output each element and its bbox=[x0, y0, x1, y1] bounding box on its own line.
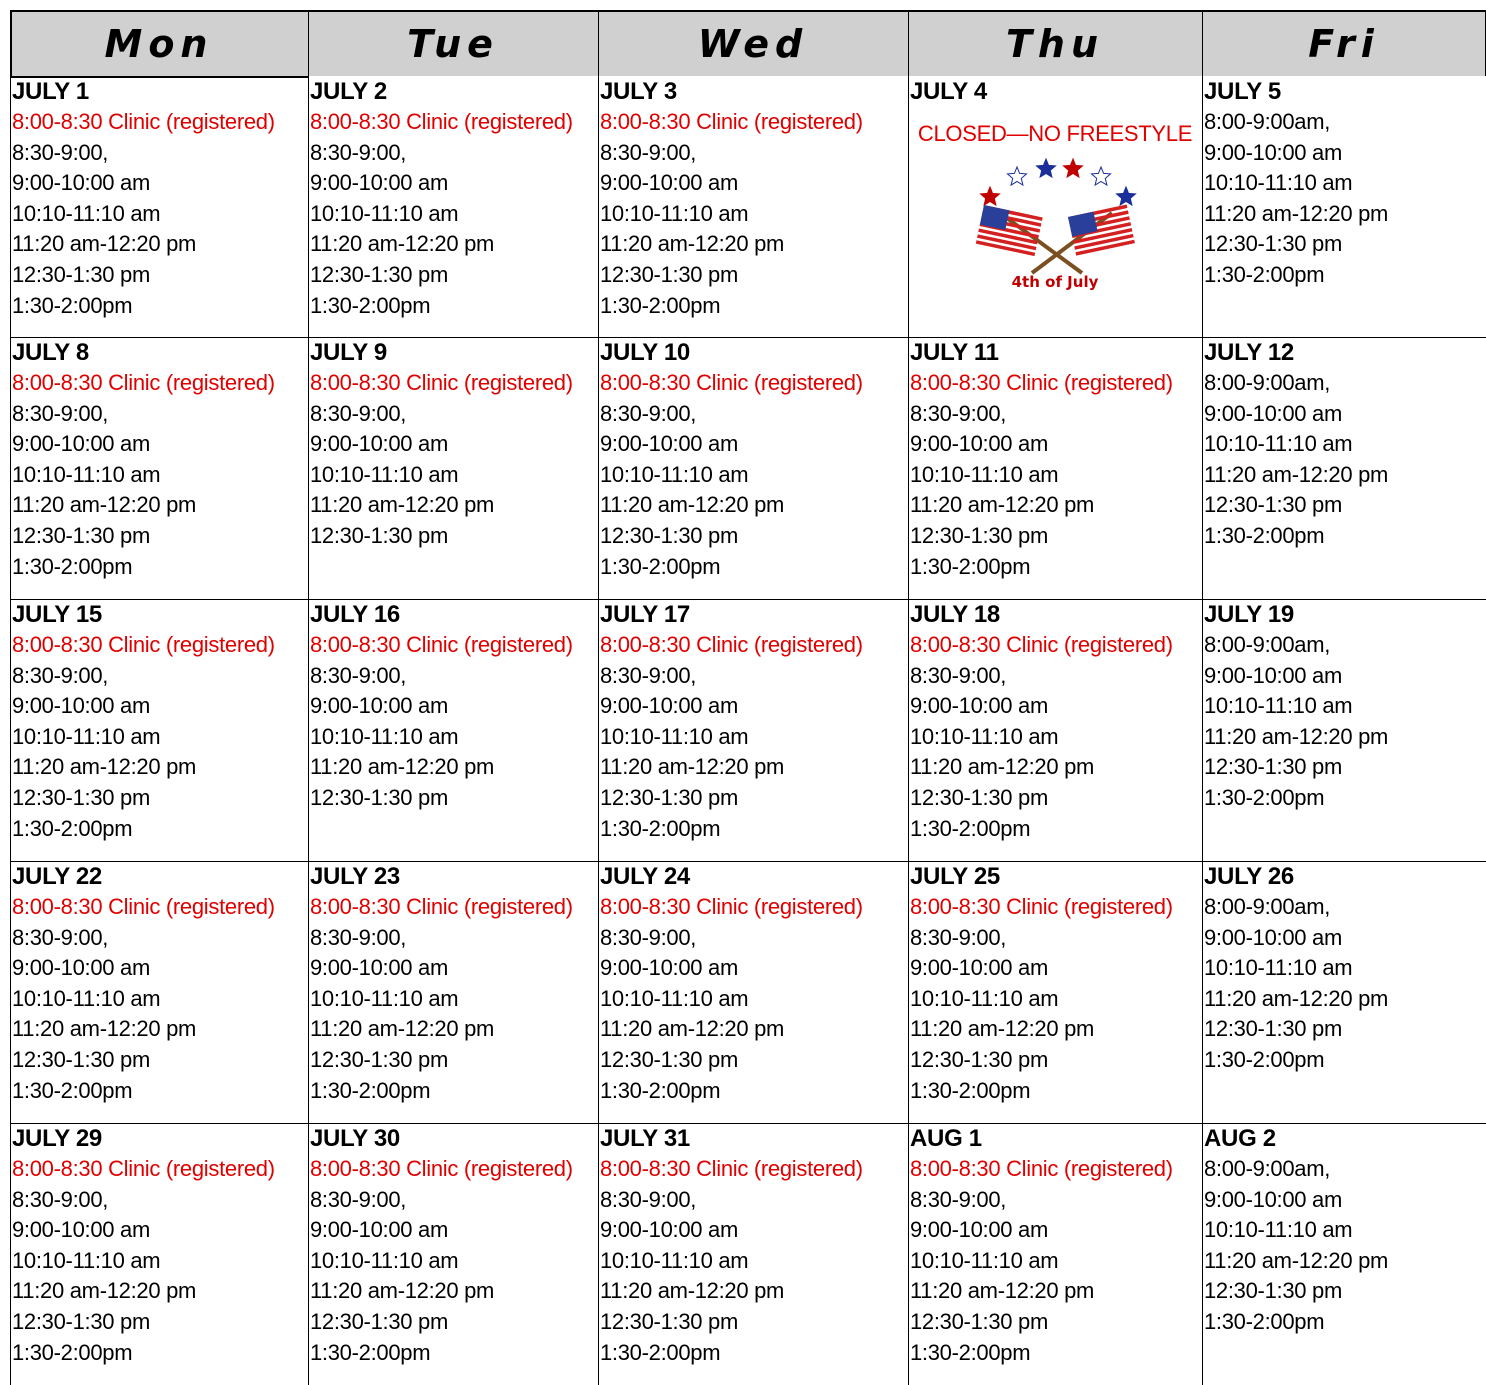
day-date: AUG 1 bbox=[910, 1125, 982, 1152]
header-divider bbox=[1202, 10, 1203, 76]
day-date: JULY 22 bbox=[12, 863, 102, 890]
day-cell bbox=[1202, 1124, 1486, 1385]
time-slot: 8:00-9:00am, bbox=[1204, 109, 1331, 134]
time-slot: 10:10-11:10 am bbox=[600, 985, 749, 1011]
time-slot: 12:30-1:30 pm bbox=[310, 522, 448, 548]
clinic-session: 8:00-8:30 Clinic (registered) bbox=[310, 109, 573, 134]
time-slot: 9:00-10:00 am bbox=[12, 955, 150, 981]
time-slot: 8:30-9:00, bbox=[310, 662, 407, 688]
day-header-tue: Tue bbox=[308, 10, 598, 76]
time-slot: 8:30-9:00, bbox=[12, 924, 109, 950]
time-slot: 12:30-1:30 pm bbox=[1204, 1278, 1342, 1304]
time-slot: 8:30-9:00, bbox=[910, 662, 1007, 688]
time-slot: 10:10-11:10 am bbox=[12, 985, 161, 1011]
time-slot: 9:00-10:00 am bbox=[310, 431, 448, 457]
fourth-of-july-flags-icon bbox=[970, 155, 1140, 285]
day-cell bbox=[598, 1124, 908, 1385]
day-date: JULY 8 bbox=[12, 339, 89, 366]
time-slot: 12:30-1:30 pm bbox=[600, 261, 738, 287]
time-slot: 8:00-9:00am, bbox=[1204, 632, 1331, 657]
day-date: JULY 15 bbox=[12, 601, 102, 628]
time-slot: 1:30-2:00pm bbox=[12, 815, 133, 841]
day-date: JULY 11 bbox=[910, 339, 999, 366]
time-slot: 10:10-11:10 am bbox=[12, 461, 161, 487]
time-slot: 11:20 am-12:20 pm bbox=[12, 492, 197, 518]
time-slot: 9:00-10:00 am bbox=[12, 1217, 150, 1243]
time-slot: 8:30-9:00, bbox=[910, 400, 1007, 426]
day-date: JULY 23 bbox=[310, 863, 400, 890]
time-slot: 12:30-1:30 pm bbox=[310, 1308, 448, 1334]
header-divider bbox=[308, 10, 309, 76]
time-slot: 1:30-2:00pm bbox=[1204, 1046, 1325, 1072]
time-slot: 11:20 am-12:20 pm bbox=[12, 1016, 197, 1042]
day-date: JULY 29 bbox=[12, 1125, 102, 1152]
time-slot: 11:20 am-12:20 pm bbox=[310, 492, 495, 518]
clinic-session: 8:00-8:30 Clinic (registered) bbox=[12, 894, 275, 919]
day-cell bbox=[1202, 600, 1486, 861]
time-slot: 8:30-9:00, bbox=[600, 924, 697, 950]
time-slot: 1:30-2:00pm bbox=[910, 553, 1031, 579]
time-slot: 12:30-1:30 pm bbox=[12, 1046, 150, 1072]
day-cell bbox=[908, 1124, 1202, 1385]
day-date: JULY 10 bbox=[600, 339, 690, 366]
time-slot: 9:00-10:00 am bbox=[12, 170, 150, 196]
day-cell bbox=[908, 338, 1202, 599]
time-slot: 9:00-10:00 am bbox=[310, 170, 448, 196]
time-slot: 10:10-11:10 am bbox=[1204, 1217, 1353, 1243]
clinic-session: 8:00-8:30 Clinic (registered) bbox=[600, 109, 863, 134]
clinic-session: 8:00-8:30 Clinic (registered) bbox=[910, 632, 1173, 657]
closed-notice: CLOSED—NO FREESTYLE bbox=[917, 121, 1193, 146]
time-slot: 12:30-1:30 pm bbox=[12, 522, 150, 548]
day-date: JULY 5 bbox=[1204, 78, 1281, 105]
time-slot: 10:10-11:10 am bbox=[1204, 170, 1353, 196]
time-slot: 9:00-10:00 am bbox=[910, 955, 1048, 981]
time-slot: 10:10-11:10 am bbox=[600, 200, 749, 226]
time-slot: 8:30-9:00, bbox=[310, 139, 407, 165]
time-slot: 9:00-10:00 am bbox=[600, 955, 738, 981]
clinic-session: 8:00-8:30 Clinic (registered) bbox=[600, 632, 863, 657]
time-slot: 1:30-2:00pm bbox=[12, 553, 133, 579]
time-slot: 12:30-1:30 pm bbox=[12, 261, 150, 287]
calendar-grid bbox=[10, 10, 1486, 1385]
time-slot: 10:10-11:10 am bbox=[910, 1247, 1059, 1273]
time-slot: 11:20 am-12:20 pm bbox=[12, 231, 197, 257]
clinic-session: 8:00-8:30 Clinic (registered) bbox=[310, 632, 573, 657]
time-slot: 10:10-11:10 am bbox=[600, 461, 749, 487]
day-date: JULY 17 bbox=[600, 601, 690, 628]
day-date: JULY 4 bbox=[910, 78, 987, 105]
day-cell bbox=[10, 1124, 308, 1385]
time-slot: 12:30-1:30 pm bbox=[600, 784, 738, 810]
time-slot: 8:30-9:00, bbox=[910, 924, 1007, 950]
day-cell bbox=[1202, 338, 1486, 599]
time-slot: 1:30-2:00pm bbox=[310, 1339, 431, 1365]
time-slot: 10:10-11:10 am bbox=[910, 985, 1059, 1011]
time-slot: 1:30-2:00pm bbox=[1204, 784, 1325, 810]
clinic-session: 8:00-8:30 Clinic (registered) bbox=[600, 894, 863, 919]
time-slot: 11:20 am-12:20 pm bbox=[1204, 723, 1389, 749]
time-slot: 12:30-1:30 pm bbox=[310, 261, 448, 287]
time-slot: 10:10-11:10 am bbox=[310, 461, 459, 487]
day-date: JULY 19 bbox=[1204, 601, 1294, 628]
day-date: JULY 12 bbox=[1204, 339, 1294, 366]
day-cell bbox=[10, 862, 308, 1123]
time-slot: 12:30-1:30 pm bbox=[310, 784, 448, 810]
time-slot: 11:20 am-12:20 pm bbox=[310, 1016, 495, 1042]
time-slot: 11:20 am-12:20 pm bbox=[310, 1278, 495, 1304]
time-slot: 9:00-10:00 am bbox=[1204, 139, 1342, 165]
day-cell bbox=[598, 77, 908, 337]
clinic-session: 8:00-8:30 Clinic (registered) bbox=[910, 370, 1173, 395]
time-slot: 9:00-10:00 am bbox=[12, 431, 150, 457]
time-slot: 1:30-2:00pm bbox=[12, 292, 133, 318]
time-slot: 12:30-1:30 pm bbox=[600, 1308, 738, 1334]
clinic-session: 8:00-8:30 Clinic (registered) bbox=[600, 370, 863, 395]
time-slot: 11:20 am-12:20 pm bbox=[910, 1016, 1095, 1042]
time-slot: 10:10-11:10 am bbox=[310, 200, 459, 226]
day-date: JULY 24 bbox=[600, 863, 690, 890]
time-slot: 1:30-2:00pm bbox=[910, 1339, 1031, 1365]
time-slot: 11:20 am-12:20 pm bbox=[12, 754, 197, 780]
time-slot: 1:30-2:00pm bbox=[12, 1339, 133, 1365]
day-cell bbox=[598, 862, 908, 1123]
time-slot: 12:30-1:30 pm bbox=[600, 1046, 738, 1072]
time-slot: 11:20 am-12:20 pm bbox=[910, 1278, 1095, 1304]
time-slot: 11:20 am-12:20 pm bbox=[600, 754, 785, 780]
time-slot: 11:20 am-12:20 pm bbox=[600, 231, 785, 257]
time-slot: 1:30-2:00pm bbox=[600, 1077, 721, 1103]
time-slot: 1:30-2:00pm bbox=[310, 1077, 431, 1103]
flag-caption: 4th of July bbox=[1011, 273, 1099, 291]
time-slot: 10:10-11:10 am bbox=[310, 985, 459, 1011]
time-slot: 1:30-2:00pm bbox=[600, 292, 721, 318]
time-slot: 1:30-2:00pm bbox=[1204, 522, 1325, 548]
day-date: JULY 9 bbox=[310, 339, 387, 366]
day-header-wed: Wed bbox=[598, 10, 908, 76]
time-slot: 9:00-10:00 am bbox=[600, 1217, 738, 1243]
time-slot: 9:00-10:00 am bbox=[1204, 400, 1342, 426]
time-slot: 9:00-10:00 am bbox=[310, 1217, 448, 1243]
time-slot: 11:20 am-12:20 pm bbox=[1204, 461, 1389, 487]
time-slot: 9:00-10:00 am bbox=[910, 431, 1048, 457]
day-cell bbox=[308, 600, 598, 861]
day-date: JULY 31 bbox=[600, 1125, 690, 1152]
time-slot: 12:30-1:30 pm bbox=[1204, 754, 1342, 780]
time-slot: 9:00-10:00 am bbox=[310, 693, 448, 719]
time-slot: 11:20 am-12:20 pm bbox=[1204, 985, 1389, 1011]
clinic-session: 8:00-8:30 Clinic (registered) bbox=[12, 632, 275, 657]
day-cell bbox=[308, 338, 598, 599]
time-slot: 9:00-10:00 am bbox=[1204, 662, 1342, 688]
time-slot: 8:30-9:00, bbox=[600, 400, 697, 426]
time-slot: 11:20 am-12:20 pm bbox=[600, 1016, 785, 1042]
time-slot: 8:00-9:00am, bbox=[1204, 894, 1331, 919]
time-slot: 8:30-9:00, bbox=[600, 1186, 697, 1212]
day-cell bbox=[598, 338, 908, 599]
time-slot: 8:30-9:00, bbox=[600, 139, 697, 165]
time-slot: 12:30-1:30 pm bbox=[1204, 231, 1342, 257]
time-slot: 12:30-1:30 pm bbox=[910, 1046, 1048, 1072]
time-slot: 12:30-1:30 pm bbox=[910, 522, 1048, 548]
clinic-session: 8:00-8:30 Clinic (registered) bbox=[12, 109, 275, 134]
time-slot: 9:00-10:00 am bbox=[600, 431, 738, 457]
time-slot: 8:00-9:00am, bbox=[1204, 1156, 1331, 1181]
time-slot: 10:10-11:10 am bbox=[600, 1247, 749, 1273]
day-cell bbox=[1202, 862, 1486, 1123]
time-slot: 12:30-1:30 pm bbox=[910, 1308, 1048, 1334]
header-divider bbox=[10, 10, 12, 76]
day-cell bbox=[1202, 77, 1486, 337]
time-slot: 10:10-11:10 am bbox=[1204, 693, 1353, 719]
time-slot: 9:00-10:00 am bbox=[12, 693, 150, 719]
time-slot: 10:10-11:10 am bbox=[1204, 955, 1353, 981]
day-header-fri: Fri bbox=[1202, 10, 1486, 76]
time-slot: 10:10-11:10 am bbox=[310, 1247, 459, 1273]
time-slot: 1:30-2:00pm bbox=[910, 815, 1031, 841]
time-slot: 10:10-11:10 am bbox=[12, 723, 161, 749]
clinic-session: 8:00-8:30 Clinic (registered) bbox=[310, 370, 573, 395]
header-divider bbox=[908, 10, 909, 76]
day-date: JULY 30 bbox=[310, 1125, 400, 1152]
time-slot: 1:30-2:00pm bbox=[1204, 261, 1325, 287]
time-slot: 10:10-11:10 am bbox=[12, 1247, 161, 1273]
time-slot: 10:10-11:10 am bbox=[910, 723, 1059, 749]
time-slot: 10:10-11:10 am bbox=[600, 723, 749, 749]
time-slot: 1:30-2:00pm bbox=[600, 1339, 721, 1365]
day-date: JULY 3 bbox=[600, 78, 677, 105]
time-slot: 9:00-10:00 am bbox=[600, 170, 738, 196]
time-slot: 1:30-2:00pm bbox=[910, 1077, 1031, 1103]
time-slot: 12:30-1:30 pm bbox=[12, 784, 150, 810]
time-slot: 1:30-2:00pm bbox=[12, 1077, 133, 1103]
time-slot: 11:20 am-12:20 pm bbox=[1204, 200, 1389, 226]
time-slot: 8:30-9:00, bbox=[12, 1186, 109, 1212]
clinic-session: 8:00-8:30 Clinic (registered) bbox=[910, 894, 1173, 919]
time-slot: 1:30-2:00pm bbox=[310, 292, 431, 318]
day-date: JULY 2 bbox=[310, 78, 387, 105]
time-slot: 9:00-10:00 am bbox=[600, 693, 738, 719]
time-slot: 8:30-9:00, bbox=[600, 662, 697, 688]
time-slot: 12:30-1:30 pm bbox=[1204, 1016, 1342, 1042]
time-slot: 12:30-1:30 pm bbox=[12, 1308, 150, 1334]
day-cell bbox=[598, 600, 908, 861]
time-slot: 1:30-2:00pm bbox=[600, 815, 721, 841]
time-slot: 11:20 am-12:20 pm bbox=[600, 1278, 785, 1304]
day-cell bbox=[10, 600, 308, 861]
time-slot: 1:30-2:00pm bbox=[600, 553, 721, 579]
day-cell bbox=[908, 77, 1202, 337]
time-slot: 12:30-1:30 pm bbox=[310, 1046, 448, 1072]
time-slot: 11:20 am-12:20 pm bbox=[600, 492, 785, 518]
day-cell bbox=[908, 862, 1202, 1123]
time-slot: 1:30-2:00pm bbox=[1204, 1308, 1325, 1334]
day-date: JULY 16 bbox=[310, 601, 400, 628]
time-slot: 11:20 am-12:20 pm bbox=[910, 492, 1095, 518]
time-slot: 11:20 am-12:20 pm bbox=[310, 231, 495, 257]
time-slot: 10:10-11:10 am bbox=[310, 723, 459, 749]
time-slot: 8:30-9:00, bbox=[310, 1186, 407, 1212]
day-cell bbox=[308, 77, 598, 337]
day-cell bbox=[308, 862, 598, 1123]
clinic-session: 8:00-8:30 Clinic (registered) bbox=[910, 1156, 1173, 1181]
day-cell bbox=[908, 600, 1202, 861]
header-divider bbox=[598, 10, 599, 76]
time-slot: 9:00-10:00 am bbox=[1204, 1186, 1342, 1212]
time-slot: 8:30-9:00, bbox=[310, 400, 407, 426]
clinic-session: 8:00-8:30 Clinic (registered) bbox=[600, 1156, 863, 1181]
time-slot: 11:20 am-12:20 pm bbox=[310, 754, 495, 780]
time-slot: 8:30-9:00, bbox=[310, 924, 407, 950]
time-slot: 12:30-1:30 pm bbox=[910, 784, 1048, 810]
clinic-session: 8:00-8:30 Clinic (registered) bbox=[310, 894, 573, 919]
day-date: JULY 25 bbox=[910, 863, 1000, 890]
time-slot: 12:30-1:30 pm bbox=[600, 522, 738, 548]
time-slot: 8:30-9:00, bbox=[910, 1186, 1007, 1212]
time-slot: 9:00-10:00 am bbox=[1204, 924, 1342, 950]
time-slot: 9:00-10:00 am bbox=[910, 693, 1048, 719]
time-slot: 8:00-9:00am, bbox=[1204, 370, 1331, 395]
clinic-session: 8:00-8:30 Clinic (registered) bbox=[310, 1156, 573, 1181]
day-date: JULY 1 bbox=[12, 78, 89, 105]
time-slot: 9:00-10:00 am bbox=[310, 955, 448, 981]
time-slot: 10:10-11:10 am bbox=[12, 200, 161, 226]
day-date: AUG 2 bbox=[1204, 1125, 1276, 1152]
day-header-thu: Thu bbox=[908, 10, 1202, 76]
time-slot: 11:20 am-12:20 pm bbox=[12, 1278, 197, 1304]
time-slot: 8:30-9:00, bbox=[12, 139, 109, 165]
day-date: JULY 26 bbox=[1204, 863, 1294, 890]
time-slot: 11:20 am-12:20 pm bbox=[910, 754, 1095, 780]
time-slot: 8:30-9:00, bbox=[12, 400, 109, 426]
day-cell bbox=[10, 338, 308, 599]
clinic-session: 8:00-8:30 Clinic (registered) bbox=[12, 1156, 275, 1181]
time-slot: 11:20 am-12:20 pm bbox=[1204, 1247, 1389, 1273]
day-cell bbox=[308, 1124, 598, 1385]
time-slot: 10:10-11:10 am bbox=[1204, 431, 1353, 457]
time-slot: 12:30-1:30 pm bbox=[1204, 492, 1342, 518]
time-slot: 9:00-10:00 am bbox=[910, 1217, 1048, 1243]
clinic-session: 8:00-8:30 Clinic (registered) bbox=[12, 370, 275, 395]
time-slot: 10:10-11:10 am bbox=[910, 461, 1059, 487]
time-slot: 8:30-9:00, bbox=[12, 662, 109, 688]
day-date: JULY 18 bbox=[910, 601, 1000, 628]
day-cell bbox=[10, 77, 308, 337]
day-header-mon: Mon bbox=[10, 10, 308, 76]
